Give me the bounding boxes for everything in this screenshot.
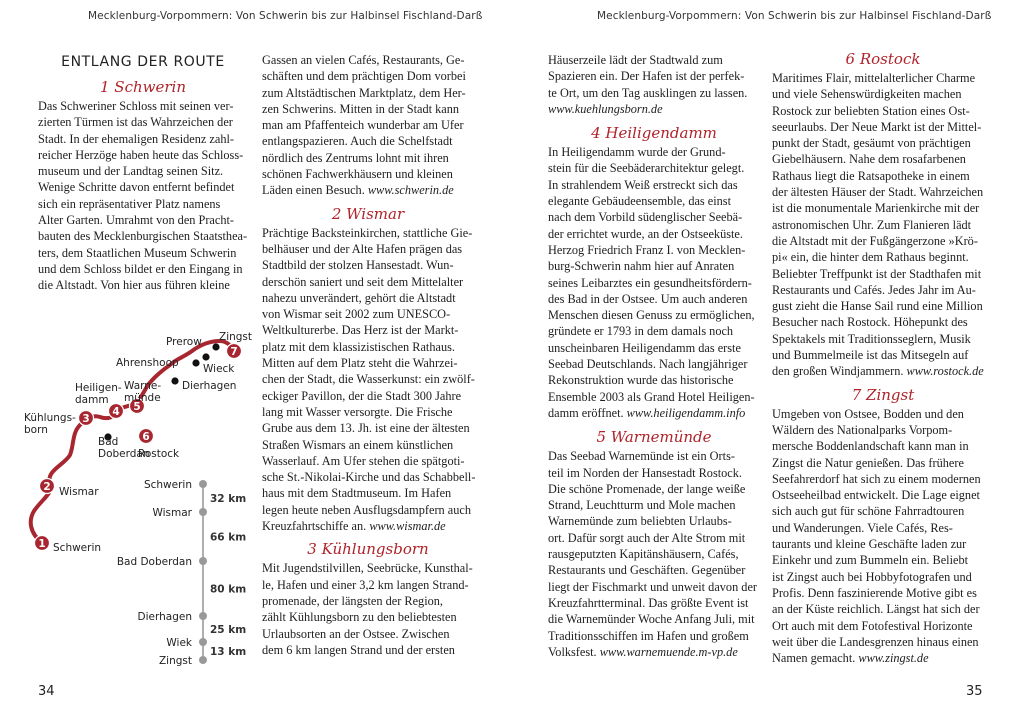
text-line: teil im Norden der Hansestadt Rostock.	[548, 465, 742, 480]
stop-label-4: damm	[75, 394, 109, 406]
link-warnemuende[interactable]: www.warnemuende.m-vp.de	[596, 644, 738, 659]
text-line: Prächtige Backsteinkirchen, stattliche Gie-	[262, 225, 473, 240]
paragraph-kuehlungsborn-cont	[548, 52, 760, 101]
text-line: Kreuzfahrtterminal. Das größte Event ist	[548, 595, 749, 610]
text-line: Grube aus dem 13. Jh. ist eine der ältesten	[262, 421, 470, 436]
distance-town-label: Wiek	[166, 637, 192, 649]
text-line: Herzog Friedrich Franz I. von Mecklen-	[548, 242, 746, 257]
text-line: Läden einen Besuch. www.schwerin.de	[262, 183, 454, 198]
text-line: schäften und dem prächtigen Dom vorbei	[262, 69, 466, 84]
column-1	[38, 51, 248, 294]
text-line: lang mit Wasser versorgte. Die Frische	[262, 404, 453, 419]
text-line: nahezu unverändert, gehört die Altstadt	[262, 290, 456, 305]
text-line: derschön saniert und seit dem Mittelalter	[262, 274, 464, 289]
text-line: und Bummelmeile ist das Mitsegeln auf	[772, 348, 969, 363]
text-line: Seefahrerdorf hat sich zu einem modernen	[772, 471, 981, 486]
waypoint-dot	[171, 377, 178, 384]
text-line: Mitten auf dem Platz steht die Wahrzei-	[262, 356, 458, 371]
paragraph-wismar	[262, 225, 474, 535]
distance-town-dot	[199, 508, 207, 516]
text-line: belhäuser und der Alte Hafen prägen das	[262, 241, 463, 256]
text-line: Einkehr und zum Bummeln ein. Beliebt	[772, 553, 969, 568]
waypoint-dot	[192, 359, 199, 366]
text-line: Straßen Wismars an einem künstlichen	[262, 437, 454, 452]
paragraph-warnemuende	[548, 448, 760, 660]
stop-number-5: 5	[133, 401, 141, 413]
text-line: des Bad in der Ostsee. Um auch anderen	[548, 291, 748, 306]
text-line: die Altstadt mit der Fußgängerzone »Krö-	[772, 233, 978, 248]
text-line: sich auch gut für schöne Fahrradtouren	[772, 504, 965, 519]
text-line: Das Seebad Warnemünde ist ein Orts-	[548, 449, 735, 464]
text-line: le, Hafen und einer 3,2 km langen Strand-	[262, 577, 469, 592]
text-line: Ensemble 2003 als Grand Hotel Heiligen-	[548, 389, 755, 404]
waypoint-label: Bad	[98, 436, 119, 448]
heading-kuehlungsborn: 3 Kühlungsborn	[307, 540, 429, 559]
heading-warnemuende: 5 Warnemünde	[596, 428, 712, 447]
stop-label-3: born	[24, 424, 48, 436]
text-line: der errichtet wurde, an der Ostseeküste.	[548, 226, 743, 241]
stop-number-7: 7	[230, 346, 238, 358]
text-line: nördlich des Zentrums lohnt mit ihren	[262, 150, 449, 165]
text-line: Traditionsschiffen im Hafen und großem	[548, 628, 749, 643]
distance-label: 13 km	[210, 646, 247, 658]
text-line: Das Schweriner Schloss mit seinen ver-	[38, 99, 234, 113]
paragraph-schwerin	[38, 98, 248, 294]
text-line: schönen Fachwerkhäusern und kleinen	[262, 167, 453, 182]
text-line: Rekonstruktion wurde das historische	[548, 373, 734, 388]
text-line: Wasserlauf. Am Ufer stehen die spätgoti-	[262, 453, 465, 468]
paragraph-rostock	[772, 70, 994, 380]
heading-wismar: 2 Wismar	[331, 204, 405, 223]
text-line: weit über die Landesgrenzen hinaus einen	[772, 634, 979, 649]
route-map	[20, 325, 260, 670]
stop-number-2: 2	[43, 481, 51, 493]
waypoint-label: Wieck	[203, 363, 235, 375]
link-rostock[interactable]: www.rostock.de	[903, 364, 984, 379]
text-line: elegante Gebäudeensemble, das einst	[548, 194, 732, 209]
text-line: Maritimes Flair, mittelalterlicher Charme	[772, 71, 976, 85]
text-line: Ostseeheilbad entwickelt. Die Lage eignet	[772, 488, 980, 503]
text-line: Strand, Leuchtturm und Mole machen	[548, 498, 736, 513]
text-line: Umgeben von Ostsee, Bodden und den	[772, 406, 964, 421]
running-head-left: Mecklenburg-Vorpommern: Von Schwerin bis zur Halbinsel Fischland-Darß	[88, 10, 483, 22]
stop-label-6: Rostock	[138, 448, 180, 460]
text-line: Spazieren ein. Der Hafen ist der perfek-	[548, 69, 745, 84]
text-line: platz mit dem klassizistischen Rathaus.	[262, 339, 455, 354]
text-line: punkt der Stadt, gesäumt von prächtigen	[772, 136, 971, 151]
text-line: stein für die Seebäderarchitektur gelegt.	[548, 161, 745, 176]
text-line: Rostock zur beliebten Station eines Ost-	[772, 103, 970, 118]
text-line: Weltkulturerbe. Das Herz ist der Markt-	[262, 323, 459, 338]
text-line: eckiger Pavillon, der die Stadt 300 Jahre	[262, 388, 462, 403]
text-line: Beliebter Treffpunkt ist der Stadthafen mit	[772, 266, 982, 281]
heading-schwerin: 1 Schwerin	[100, 78, 186, 96]
section-title: ENTLANG DER ROUTE	[61, 54, 225, 70]
text-line: astronomischen Uhr. Zum Flanieren lädt	[772, 217, 972, 232]
link-kuehlungsborn[interactable]: www.kuehlungsborn.de	[548, 101, 663, 116]
distance-town-label: Schwerin	[143, 479, 192, 491]
text-line: Profis. Denn faszinierende Motive gibt es	[772, 585, 977, 600]
text-line: zum Altstädtischen Marktplatz, dem Her-	[262, 85, 466, 100]
text-line: dem 6 km langen Strand und der ersten	[262, 642, 455, 657]
stop-number-3: 3	[82, 413, 90, 425]
text-line: legen heute neben Ausflugsdampfern auch	[262, 502, 471, 517]
text-line: unscheinbaren Heiligendamm das erste	[548, 340, 741, 355]
distance-town-dot	[199, 557, 207, 565]
text-line: seeurlaubs. Der Neue Markt ist der Mittel-	[772, 119, 982, 134]
distance-town-dot	[199, 612, 207, 620]
text-line: promenade, der längsten der Region,	[262, 593, 443, 608]
distance-label: 25 km	[210, 624, 247, 636]
text-line: Urlaubsorten an der Ostsee. Zwischen	[262, 626, 450, 641]
text-line: haus mit dem Stadtmuseum. Im Hafen	[262, 486, 452, 501]
text-line: und dem Schloss bildet er den Eingang in	[38, 261, 243, 276]
link-zingst[interactable]: www.zingst.de	[855, 651, 929, 666]
text-line: mersche Boddenlandschaft kann man in	[772, 439, 969, 454]
text-line: museum und der Landtag seinen Sitz.	[38, 164, 224, 179]
text-line: ters, dem Staatlichen Museum Schwerin	[38, 245, 237, 260]
distance-town-dot	[199, 480, 207, 488]
text-line: die Warnemünder Woche Anfang Juli, mit	[548, 612, 755, 627]
waypoint-label: Doberdan	[98, 448, 150, 460]
text-line: gründete er 1793 in dem damals noch	[548, 324, 734, 339]
text-line: sich ein repräsentativer Platz namens	[38, 196, 221, 211]
stop-label-5: Warne-	[124, 380, 162, 392]
heading-rostock: 6 Rostock	[845, 50, 921, 68]
text-line: Gassen an vielen Cafés, Restaurants, Ge-	[262, 53, 465, 67]
text-line: ist die monumentale Marienkirche mit der	[772, 201, 980, 216]
distance-town-label: Bad Doberdan	[116, 556, 192, 568]
text-line: Die schöne Promenade, der lange weiße	[548, 481, 746, 496]
waypoint-label: Prerow	[166, 336, 202, 348]
waypoint-dot	[202, 353, 209, 360]
text-line: Alter Garten. Umrahmt von den Pracht-	[38, 213, 235, 228]
text-line: In strahlendem Weiß erstreckt sich das	[548, 177, 738, 192]
stop-number-6: 6	[142, 431, 150, 443]
stop-label-5: münde	[124, 392, 161, 404]
text-line: Giebelhäusern. Nahe dem rosafarbenen	[772, 152, 966, 167]
text-line: von Wismar seit 2002 zum UNESCO-	[262, 307, 451, 322]
text-line: Namen gemacht. www.zingst.de	[772, 651, 929, 666]
text-line: liegt der Fischmarkt und unweit davon der	[548, 579, 757, 594]
text-line: und Wanderungen. Viele Cafés, Res-	[772, 520, 953, 535]
text-line: und viele Sehenswürdigkeiten machen	[772, 87, 962, 102]
text-line: Wäldern des Nationalparks Vorpom-	[772, 422, 953, 437]
distance-town-dot	[199, 638, 207, 646]
page-number-left: 34	[38, 684, 55, 699]
text-line: Stadtbild der stolzen Hansestadt. Wun-	[262, 258, 454, 273]
link-heiligendamm[interactable]: www.heiligendamm.info	[623, 405, 746, 420]
distance-label: 66 km	[210, 531, 247, 544]
text-line: nach dem Vorbild südenglischer Seebä-	[548, 210, 743, 225]
text-line: sche St.-Nikolai-Kirche und das Schabbell-	[262, 470, 476, 485]
stop-number-1: 1	[38, 538, 46, 550]
text-line: Mit Jugendstilvillen, Seebrücke, Kunsthal-	[262, 561, 473, 576]
text-line: zählt Kühlungsborn zu den beliebtesten	[262, 610, 457, 625]
text-line: pi« ein, die hinter dem Rathaus beginnt.	[772, 250, 969, 265]
text-line: taurants und kleine Geschäfte laden zur	[772, 537, 967, 552]
text-line: Kreuzfahrtschiffe an. www.wismar.de	[262, 519, 446, 534]
stop-number-4: 4	[112, 406, 120, 418]
text-line: Rathaus liegt die Ratsapotheke in einem	[772, 168, 970, 183]
paragraph-zingst	[772, 406, 994, 667]
text-line: Seebad Deutschlands. Nach langjähriger	[548, 357, 748, 372]
text-line: zierten Türmen ist das Wahrzeichen der	[38, 115, 233, 130]
waypoint-label: Dierhagen	[182, 380, 237, 392]
distance-town-dot	[199, 656, 207, 664]
text-line: Wenige Schritte davon entfernt befindet	[38, 180, 235, 195]
text-line: burg-Schwerin nahm hier auf Anraten	[548, 259, 735, 274]
column-2	[262, 52, 474, 658]
text-line: Ort auch mit dem Fotofestival Horizonte	[772, 618, 973, 633]
text-line: Warnemünde zum beliebten Urlaubs-	[548, 514, 732, 529]
heading-heiligendamm: 4 Heiligendamm	[591, 124, 717, 143]
text-line: die Altstadt. Von hier aus führen kleine	[38, 278, 230, 293]
text-line: ist Zingst auch bei Hobbyfotografen und	[772, 569, 972, 584]
text-line: entlangspazieren. Auch die Schelfstadt	[262, 134, 453, 149]
link-wismar[interactable]: www.wismar.de	[366, 519, 446, 534]
link-schwerin[interactable]: www.schwerin.de	[364, 183, 454, 198]
text-line: bauten des Mecklenburgischen Staatsthea-	[38, 229, 248, 244]
text-line: Restaurants und Cafés. Jedes Jahr im Au-	[772, 282, 976, 297]
stop-label-1: Schwerin	[53, 542, 102, 554]
text-line: damm eröffnet. www.heiligendamm.info	[548, 405, 746, 420]
text-line: Häuserzeile lädt der Stadtwald zum	[548, 53, 723, 67]
text-line: den großen Windjammern. www.rostock.de	[772, 364, 984, 379]
stop-label-3: Kühlungs-	[24, 412, 76, 424]
text-line: Volksfest. www.warnemuende.m-vp.de	[548, 644, 738, 659]
distance-label: 32 km	[210, 493, 247, 505]
stop-label-4: Heiligen-	[75, 382, 122, 394]
waypoint-label: Ahrenshoop	[116, 357, 179, 369]
text-line: zen Schwerins. Mitten in der Stadt kann	[262, 101, 460, 116]
text-line: gust zieht die Hanse Sail rund eine Million	[772, 299, 983, 314]
distance-town-label: Wismar	[152, 507, 192, 519]
text-line: Menschen diesen Genuss zu ermöglichen,	[548, 308, 755, 323]
stop-label-2: Wismar	[59, 486, 99, 498]
text-line: Stadt. In der ehemaligen Residenz zahl-	[38, 131, 234, 146]
heading-zingst: 7 Zingst	[851, 385, 915, 404]
text-line: reicher Herzöge haben heute das Schloss-	[38, 147, 244, 162]
text-line: Restaurants und Geschäften. Gegenüber	[548, 563, 746, 578]
stop-label-7: Zingst	[219, 331, 253, 343]
text-line: rausgeputzten Kapitänshäusern, Cafés,	[548, 547, 739, 562]
text-line: ort. Dafür sorgt auch der Alte Strom mit	[548, 530, 746, 545]
distance-town-label: Dierhagen	[137, 611, 192, 623]
text-line: Besucher nach Rostock. Höhepunkt des	[772, 315, 968, 330]
column-4	[772, 48, 994, 666]
distance-label: 80 km	[210, 583, 247, 596]
paragraph-schwerin-cont	[262, 52, 474, 199]
column-3	[548, 52, 760, 660]
text-line: der ältesten Häuser der Stadt. Wahrzeichen	[772, 185, 984, 200]
paragraph-kuehlungsborn	[262, 560, 474, 658]
text-line: an der Küste reichlich. Längst hat sich der	[772, 602, 980, 617]
waypoint-dot	[212, 343, 219, 350]
paragraph-heiligendamm	[548, 144, 760, 421]
text-line: chen der Stadt, die Wasserkunst: ein zwölf-	[262, 372, 475, 387]
text-line: Spektakels mit Traditionsseglern, Musik	[772, 331, 971, 346]
running-head-right: Mecklenburg-Vorpommern: Von Schwerin bis zur Halbinsel Fischland-Darß	[597, 10, 992, 22]
page-number-right: 35	[966, 684, 983, 699]
text-line: seines Leibarztes ein gesundheitsfördern-	[548, 275, 752, 290]
text-line: te Ort, um den Tag ausklingen zu lassen.	[548, 85, 748, 100]
distance-town-label: Zingst	[158, 655, 192, 667]
text-line: Zingst die Natur genießen. Das frühere	[772, 455, 964, 470]
text-line: man am Pfaffenteich wunderbar am Ufer	[262, 118, 464, 133]
text-line: In Heiligendamm wurde der Grund-	[548, 145, 726, 160]
